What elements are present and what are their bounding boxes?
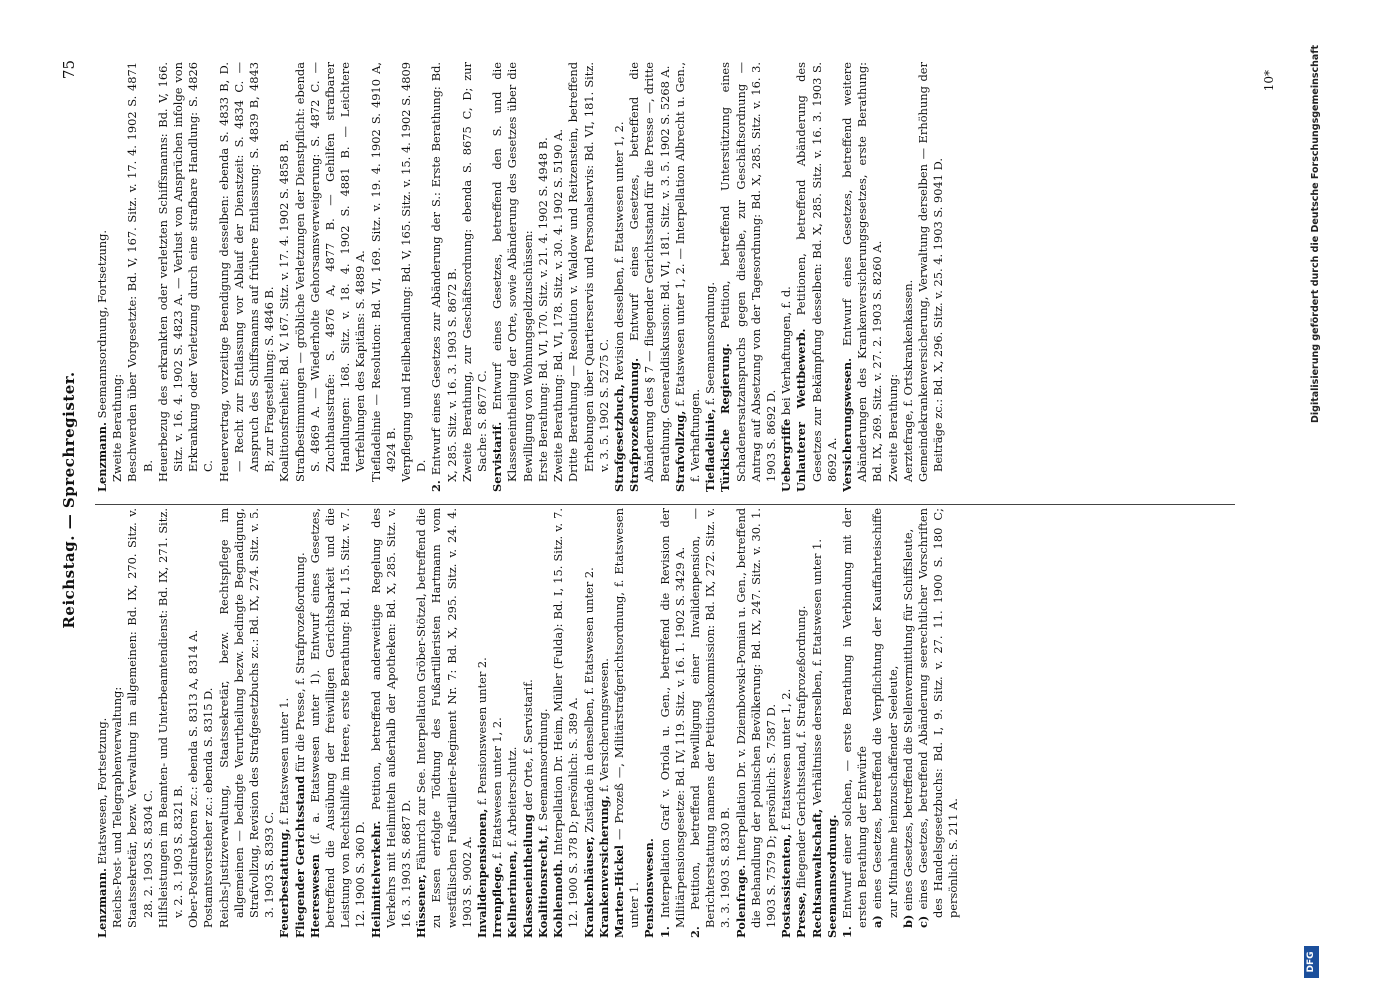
- entry-headword: b): [900, 914, 915, 928]
- entry-headword: Türkische Regierung.: [718, 343, 733, 492]
- register-entry: [612, 62, 627, 492]
- entry-headword: Heilmittelverkehr.: [368, 820, 383, 938]
- entry-text: Petitionen, betreffend Abänderung des Gesetzes zur Bekämpfung desselben: Bd. X, 285. Sitz. v. 16. 3. 1903 S. 8692 A.: [794, 62, 839, 482]
- register-entry: [536, 62, 551, 492]
- column-divider: [95, 504, 1235, 505]
- entry-text: — Prozeß —, Militärstrafgerichtsordnung, f. Etatswesen unter 1.: [611, 508, 642, 928]
- register-entry: [810, 508, 825, 938]
- entry-headword: Feuerbestattung,: [277, 828, 292, 938]
- entry-headword: Presse,: [794, 892, 809, 938]
- register-entry: [521, 508, 536, 938]
- register-entry: [156, 508, 186, 938]
- register-entry: [156, 62, 217, 492]
- entry-text: Zweite Berathung, zur Geschäftsordnung: ebenda S. 8675 C, D; zur Sache: S. 8677 C.: [459, 62, 490, 482]
- register-entry: [886, 62, 901, 492]
- entry-text: Gemeindekrankenversicherung, Verwaltung derselben — Erhöhung der Beiträge zc.: Bd. X, 296. Sitz. v. 25. 4. 1903 S. 9041 D.: [915, 62, 946, 482]
- register-entry: [505, 508, 520, 938]
- register-entry: [475, 508, 490, 938]
- entry-headword: Invalidenpensionen,: [475, 808, 490, 938]
- entry-text: Verpflegung und Heilbehandlung: Bd. V, 165. Sitz. v. 15. 4. 1902 S. 4809 D.: [399, 62, 429, 482]
- register-entry: [277, 62, 292, 492]
- register-entry: [551, 62, 566, 492]
- register-entry: [293, 508, 308, 938]
- entry-text: eines Gesetzes, betreffend die Verpflichtung der Kauffahrteischiffe zur Mitnahme heimzuschaffender Seeleute,: [870, 508, 900, 918]
- register-entry: [794, 508, 809, 938]
- register-entry: [369, 508, 415, 938]
- register-entry: [794, 62, 840, 492]
- register-entry: [201, 508, 216, 938]
- entry-text: f. Versicherungswesen.: [596, 658, 611, 792]
- left-column: [95, 508, 1255, 938]
- entry-text: f. Pensionswesen unter 2.: [475, 657, 490, 805]
- register-entry: [551, 508, 581, 938]
- entry-headword: Fliegender Gerichtsstand: [292, 775, 307, 938]
- entry-text: Interpellation Dr. Heim, Müller (Fulda): Bd. I, 15. Sitz. v. 7. 12. 1900 S. 378 D; persönlich: S. 389 A.: [551, 508, 581, 928]
- entry-text: Erste Berathung: Bd. VI, 170. Sitz. v. 21. 4. 1902 S. 4948 B.: [535, 137, 550, 482]
- entry-headword: Polenfrage.: [733, 864, 748, 938]
- entry-text: Petition, betreffend Unterstützung eines Schadenersatzanspruchs gegen dieselbe, zur Geschäftsordnung — Antrag auf Absetzung von der Tagesordnung: Bd. X, 285. Sitz. v. 16. 3. 1903 S. 8692 D.: [718, 62, 778, 482]
- register-entry: [901, 508, 916, 938]
- register-entry: [110, 62, 125, 492]
- entry-headword: Klasseneintheilung: [520, 814, 535, 938]
- entry-text: Entwurf eines Gesetzes, betreffend die Abänderung des § 7 — fliegender Gerichtsstand für die Presse —, dritte Berathung. Generaldiskussion: Bd. VI, 181. Sitz. v. 3. 5. 1902 S. 5268 A.: [627, 62, 672, 482]
- entry-headword: Servistarif.: [490, 421, 505, 492]
- register-entry: [840, 508, 870, 938]
- entry-headword: Strafvollzug,: [672, 410, 687, 492]
- entry-headword: a): [870, 915, 885, 928]
- entry-text: Reichs-Post- und Telegraphenverwaltung:: [110, 686, 125, 928]
- register-entry: [901, 62, 916, 492]
- entry-text: eines Gesetzes, betreffend Abänderung seerechtlicher Vorschriften des Handelsgesetzbuchs: Bd. I, 9. Sitz. v. 27. 11. 1900 S. 180 C; persönlich: S. 211 A.: [915, 508, 961, 918]
- register-entry: [429, 62, 459, 492]
- signature-mark: 10*: [1262, 70, 1276, 92]
- entry-headword: c): [915, 915, 930, 928]
- entry-headword: Krankenversicherung,: [596, 795, 611, 938]
- page-title: Reichstag. — Sprechregister.: [60, 371, 78, 629]
- entry-headword: 1.: [657, 926, 672, 938]
- entry-text: Strafbestimmungen — gröbliche Verletzungen der Dienstpflicht: ebenda S. 4869 A. — Wiederholte Gehorsamsverweigerung: S. 4872 C. — Zuchthausstrafe: S. 4876 A, 4877 B. — Gehilfen strafbarer Handlungen: 168. Sitz. v. 18. 4. 1902 S. 4881 B. — Leichtere Verfehlungen des Kapitäns: S. 4889 A.: [292, 62, 368, 482]
- entry-text: Zweite Berathung: Bd. VI, 178. Sitz. v. 30. 4. 1902 S. 5190 A.: [551, 128, 566, 482]
- entry-headword: Pensionswesen.: [642, 838, 657, 938]
- entry-headword: Hüssener,: [414, 874, 429, 938]
- entry-headword: Uebergriffe: [779, 418, 794, 492]
- entry-headword: Irrenpflege,: [490, 862, 505, 938]
- dfg-logo: DFG: [1304, 946, 1319, 978]
- entry-headword: Heereswesen: [307, 854, 322, 938]
- register-entry: [779, 508, 794, 938]
- register-entry: [840, 62, 886, 492]
- entry-headword: 1.: [839, 926, 854, 938]
- entry-headword: 2.: [429, 480, 444, 492]
- entry-headword: Strafprozeßordnung.: [627, 357, 642, 492]
- entry-text: Aerztefrage, f. Ortskrankenkassen.: [900, 279, 915, 482]
- register-entry: [582, 508, 597, 938]
- register-entry: [293, 62, 369, 492]
- entry-text: Interpellation Graf v. Oriola u. Gen., betreffend die Revision der Militärpensionsgesetze: Bd. IV, 119. Sitz. v. 16. 1. 1902 S. 3429 A.: [657, 508, 687, 928]
- entry-text: Interpellation Dr. v. Dziembowski-Pomian u. Gen., betreffend die Behandlung der polnischen Bevölkerung: Bd. IX, 247. Sitz. v. 30. 1. 1903 S. 7579 D; persönlich: S. 7587 D.: [733, 508, 778, 928]
- register-entry: [916, 508, 962, 938]
- register-entry: [642, 508, 657, 938]
- entry-text: Zustände in denselben, f. Etatswesen unter 2.: [581, 567, 596, 833]
- entry-text: der Orte, f. Servistarif.: [520, 679, 535, 811]
- digitization-note: Digitalisierung gefördert durch die Deutsche Forschungsgemeinschaft: [1310, 45, 1321, 423]
- entry-text: f. Etatswesen unter 1.: [277, 697, 292, 825]
- register-entry: [566, 62, 612, 492]
- entry-text: f. Etatswesen unter 1, 2. — Interpellation Albrecht u. Gen., f. Verhaftungen.: [672, 62, 702, 482]
- entry-text: Postamtsvorsteher zc.: ebenda S. 8315 D.: [201, 687, 216, 928]
- entry-text: (f. a. Etatswesen unter 1). Entwurf eines Gesetzes, betreffend die Ausübung der freiwilligen Gerichtsbarkeit und die Leistung von Rechtshilfe im Heere, erste Berathung: Bd. I, 15. Sitz. v. 7. 12. 1900 S. 360 D.: [307, 508, 368, 928]
- entry-text: Seemannsordnung, Fortsetzung.: [95, 229, 109, 419]
- register-entry: [673, 62, 703, 492]
- entry-text: für die Presse, f. Strafprozeßordnung.: [292, 552, 307, 773]
- right-entry-list: [95, 62, 946, 492]
- entry-text: Tiefladelinie — Resolution: Bd. VI, 169. Sitz. v. 19. 4. 1902 S. 4910 A, 4924 B.: [368, 62, 398, 482]
- register-entry: [95, 508, 110, 938]
- entry-headword: Lenzmann.: [95, 868, 109, 938]
- register-entry: [414, 508, 475, 938]
- entry-text: f. Seemannsordnung.: [703, 282, 718, 405]
- entry-text: Reichs-Justizverwaltung, Staatssekretär, bezw. Rechtspflege im allgemeinen — bedingte Verurtheilung bezw. bedingte Begnadigung, Strafvollzug, Revision des Strafgesetzbuchs zc.: Bd. IX, 274. Sitz. v. 5. 3. 1903 S. 8393 C.: [216, 508, 277, 928]
- entry-text: Hilfsleistungen im Beamten- und Unterbeamtendienst: Bd. IX, 271. Sitz. v. 2. 3. 1903 S. 8321 B.: [155, 508, 186, 928]
- entry-headword: Lenzmann.: [95, 422, 109, 492]
- entry-text: Heuervertrag, vorzeitige Beendigung desselben: ebenda S. 4833 B, D. — Recht zur Entlassung vor Ablauf der Dienstzeit: S. 4834 C. — Anspruch des Schiffsmanns auf frühere Entlassung: S. 4839 B, 4843 B; zur Fragestellung: S. 4846 B.: [216, 62, 277, 482]
- register-entry: [779, 62, 794, 492]
- entry-headword: Koalitionsrecht,: [535, 835, 550, 938]
- register-entry: [916, 62, 946, 492]
- register-entry: [536, 508, 551, 938]
- register-entry: [718, 62, 779, 492]
- entry-text: Entwurf eines Gesetzes zur Abänderung der S.: Erste Berathung: Bd. X, 285. Sitz. v. 16. 3. 1903 S. 8672 B.: [429, 62, 459, 482]
- register-entry: [217, 62, 278, 492]
- entry-text: Staatssekretär, bezw. Verwaltung im allgemeinen: Bd. IX, 270. Sitz. v. 28. 2. 1903 S. 8304 C.: [125, 508, 155, 928]
- register-entry: [597, 508, 612, 938]
- entry-headword: Tiefladelinie,: [703, 408, 718, 492]
- register-entry: [612, 508, 642, 938]
- entry-text: Heuerbezug des erkrankten oder verletzten Schiffsmanns: Bd. V, 166. Sitz. v. 16. 4. 1902 S. 4823 A. — Verlust von Ansprüchen infolge von Erkrankung oder Verletzung durch eine strafbare Handlung: S. 4826 C.: [155, 62, 216, 482]
- entry-text: Verhältnisse derselben, f. Etatswesen unter 1.: [809, 539, 824, 806]
- entry-text: Fähnrich zur See. Interpellation Gröber-Stötzel, betreffend die zu Essen erfolgte Tödtung des Fußartilleristen Hartmann vom westfälischen Fußartillerie-Regiment Nr. 7: Bd. X, 295. Sitz. v. 24. 4. 1903 S. 9002 A.: [414, 508, 474, 928]
- entry-text: Entwurf eines Gesetzes, betreffend den S. und die Klasseneintheilung der Orte, sowie Abänderung des Gesetzes über die Bewilligung von Wohnungsgeldzuschüssen:: [490, 62, 535, 482]
- register-entry: [277, 508, 292, 938]
- entry-headword: Krankenhäuser,: [581, 836, 596, 938]
- register-entry: [125, 508, 155, 938]
- register-entry: [870, 508, 900, 938]
- register-entry: [125, 62, 155, 492]
- register-entry: [490, 62, 536, 492]
- entry-text: Entwurf einer solchen, — erste Berathung in Verbindung mit der ersten Berathung der Entwürfe: [839, 508, 870, 928]
- entry-text: Beschwerden über Vorgesetzte: Bd. V, 167. Sitz. v. 17. 4. 1902 S. 4871 B.: [125, 62, 155, 482]
- entry-text: f. Arbeiterschutz.: [505, 746, 520, 847]
- entry-headword: Rechtsanwaltschaft,: [809, 808, 824, 938]
- entry-text: f. Seemannsordnung.: [535, 708, 550, 832]
- entry-headword: Versicherungswesen.: [839, 357, 854, 492]
- entry-text: f. Etatswesen unter 1, 2.: [779, 688, 794, 831]
- register-entry: [217, 508, 278, 938]
- register-entry: [110, 508, 125, 938]
- register-entry: [308, 508, 369, 938]
- entry-headword: Unlauterer Wettbewerb.: [794, 328, 809, 492]
- register-entry: [186, 508, 201, 938]
- register-entry: [734, 508, 780, 938]
- entry-text: Etatswesen, Fortsetzung.: [95, 717, 109, 865]
- left-entry-list: [95, 508, 962, 938]
- entry-headword: Kellnerinnen,: [505, 850, 520, 938]
- entry-text: eines Gesetzes, betreffend die Stellenvermittlung für Schiffsleute,: [900, 528, 915, 912]
- entry-headword: Kohlennoth.: [551, 859, 566, 938]
- entry-text: Ober-Postdirektoren zc.: ebenda S. 8313 A, 8314 A.: [186, 629, 201, 928]
- entry-text: bei Verhaftungen, f. d.: [779, 286, 794, 416]
- entry-text: Zweite Berathung:: [885, 373, 900, 482]
- entry-headword: Marten-Hickel: [611, 845, 626, 938]
- register-entry: [490, 508, 505, 938]
- register-entry: [825, 508, 840, 938]
- entry-text: f. Etatswesen unter 1, 2.: [490, 717, 505, 859]
- entry-headword: Seemannsordnung.: [824, 814, 839, 938]
- register-entry: [688, 508, 734, 938]
- register-entry: [95, 62, 110, 492]
- register-entry: [703, 62, 718, 492]
- register-entry: [658, 508, 688, 938]
- entry-text: Koalitionsfreiheit: Bd. V, 167. Sitz. v. 17. 4. 1902 S. 4858 B.: [277, 139, 292, 482]
- entry-text: Dritte Berathung — Resolution v. Waldow und Reitzenstein, betreffend Erhebungen über Quartierservis und Personalservis: Bd. VI, 181. Sitz. v. 3. 5. 1902 S. 5275 C.: [566, 62, 611, 482]
- entry-text: Entwurf eines Gesetzes, betreffend weitere Abänderungen des Krankenversicherungsgesetzes, erste Berathung: Bd. IX, 269. Sitz. v. 27. 2. 1903 S. 8260 A.: [839, 62, 885, 482]
- entry-headword: 2.: [687, 926, 702, 938]
- entry-text: Petition, betreffend Bewilligung einer Invalidenpension, — Berichterstattung namens der Petitionskommission: Bd. IX, 272. Sitz. v. 3. 3. 1903 S. 8330 B.: [687, 508, 733, 928]
- entry-text: fliegender Gerichtsstand, f. Strafprozeßordnung.: [794, 605, 809, 889]
- entry-headword: Postassistenten,: [779, 833, 794, 938]
- register-entry: [369, 62, 399, 492]
- running-head: [60, 60, 84, 940]
- register-entry: [627, 62, 673, 492]
- register-entry: [460, 62, 490, 492]
- digitization-band: [1290, 0, 1383, 1000]
- entry-headword: Strafgesetzbuch,: [611, 384, 626, 492]
- entry-text: Revision desselben, f. Etatswesen unter 1, 2.: [611, 121, 626, 381]
- entry-text: Zweite Berathung:: [110, 373, 125, 482]
- register-entry: [399, 62, 429, 492]
- page-number: 75: [60, 60, 78, 80]
- entry-text: Petition, betreffend anderweitige Regelung des Verkehrs mit Heilmitteln außerhalb der Apotheken: Bd. X, 285. Sitz. v. 16. 3. 1903 S. 8687 D.: [368, 508, 414, 928]
- right-column: [95, 62, 1255, 492]
